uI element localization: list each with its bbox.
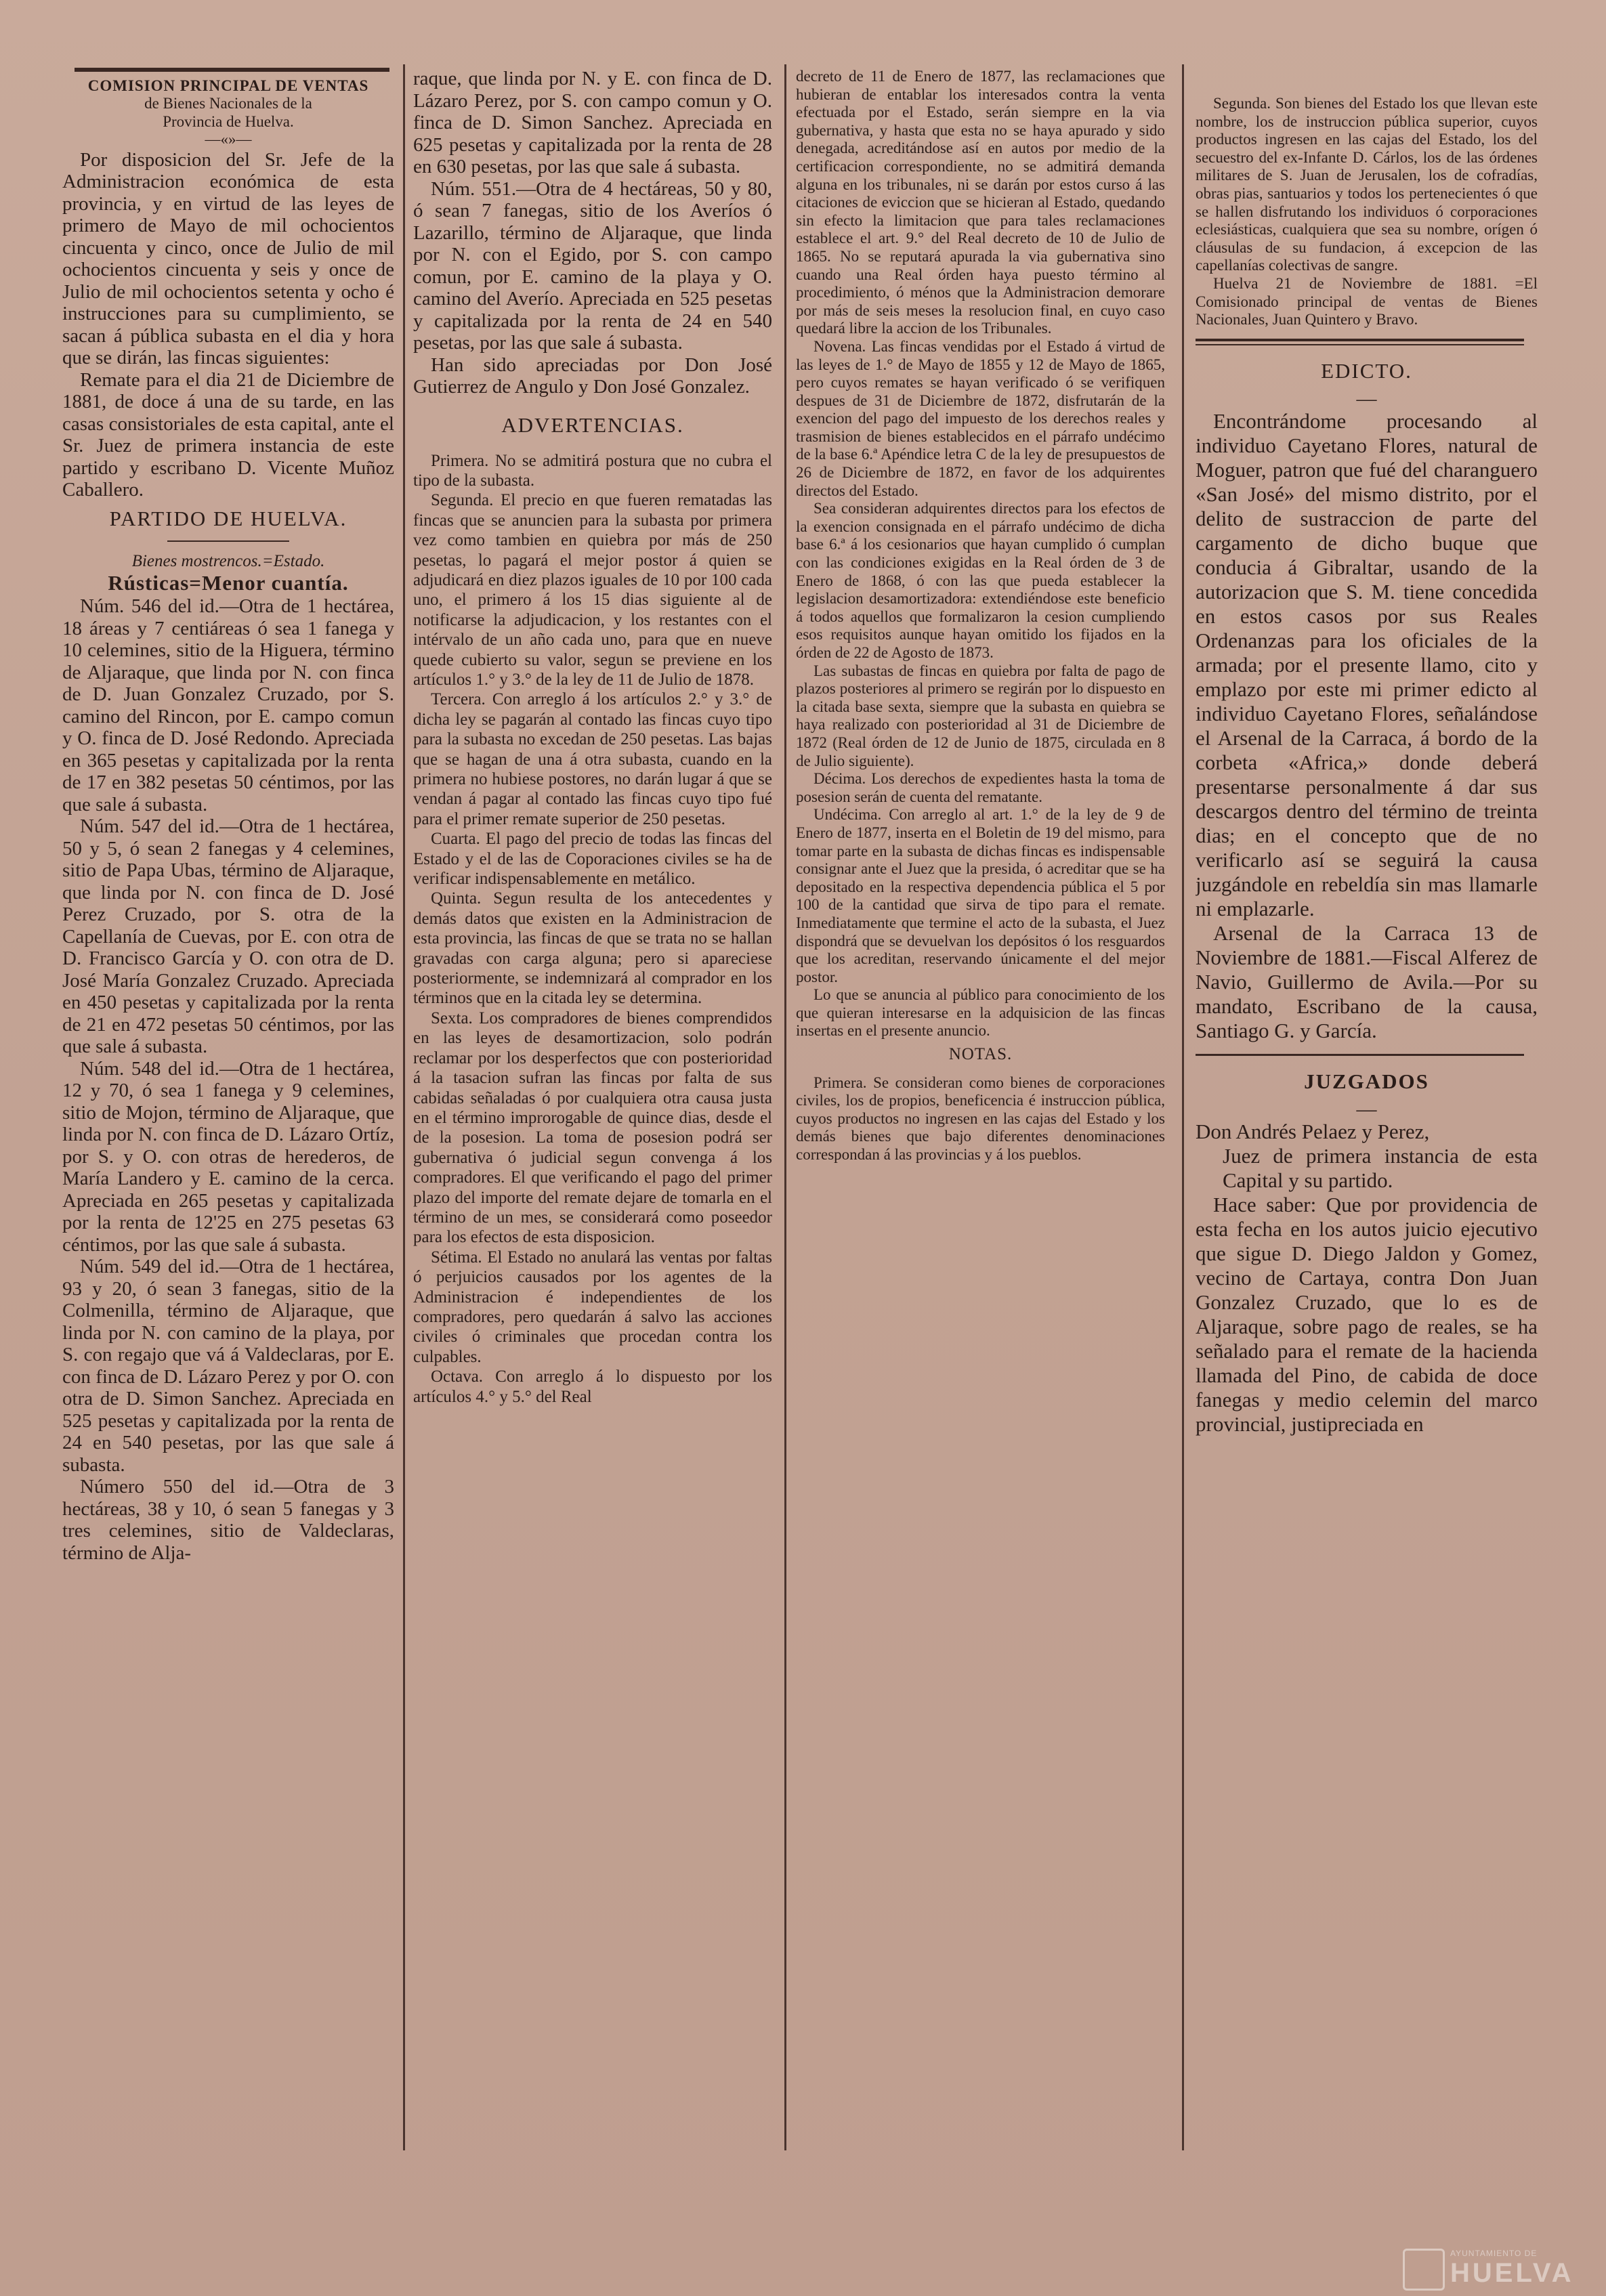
lot-549: Núm. 549 del id.—Otra de 1 hectárea, 93 y 20, ó sean 3 fanegas, sitio de la Colmenilla, término de Aljaraque, que linda por N. con camino de la playa, por S. con regajo que vá á Valdeclaras, por E. con finca de D. Lázaro Perez y por O. con otra de D. Simon Sanchez. Apreciada en 525 pesetas y capitalizada por la renta de 24 en 540 pesetas, por las que sale á subasta. [62,1256,394,1476]
advertencia-3: Tercera. Con arreglo á los artículos 2.° y 3.° de dicha ley se pagarán al contado las fincas cuyo tipo para la subasta no excedan de 250 pesetas. Las bajas que se hagan de una á otra subasta, cuando en la primera no hubiese postores, no darán lugar á que se vendan á pagar al contado las fincas cuyo tipo fué para el primer remate superior de 250 pesetas. [413,690,772,828]
bienes-subheading: Bienes mostrencos.=Estado. [131,551,325,570]
archive-watermark-logo [1403,2249,1579,2289]
column-rule-3 [1182,64,1184,2150]
column-4 [1196,68,1538,2161]
advertencia-8: Octava. Con arreglo á lo dispuesto por los artículos 4.° y 5.° del Real [413,1367,772,1406]
column-rule-2 [784,64,786,2150]
edicto-body: Encontrándome procesando al individuo Cayetano Flores, natural de Moguer, patron que fué del charanguero «San José» del mismo distrito, por el delito de sustraccion de parte del cargamento de dicho buque que conducia á Gibraltar, usando de la autorizacion que S. M. tiene concedida en estos casos por sus Reales Ordenanzas para los oficiales de la armada; por el presente llamo, cito y emplazo por este mi primer edicto al individuo Cayetano Flores, señalándose el Arsenal de la Carraca, á bordo de la corbeta «Africa,» donde deberá presentarse personalmente á dar sus descargos dentro del término de treinta dias; en el concepto que de no verificarlo así se seguirá la causa juzgándole en rebeldía sin mas llamarle ni emplazarle. [1196,408,1538,920]
advertencias-heading: ADVERTENCIAS. [501,412,684,437]
watermark-small-text: AYUNTAMIENTO DE [1450,2249,1538,2258]
auction-date-paragraph: Remate para el dia 21 de Diciembre de 1881, de doce á una de su tarde, en las casas consistoriales de esta capital, ante el Sr. Juez de primera instancia de este partido y escribano D. Vicente Muñoz Caballero. [62,368,394,501]
intro-paragraph: Por disposicion del Sr. Jefe de la Administracion económica de esta provincia, y en virtud de las leyes de primero de Mayo de mil ochocientos cincuenta y cinco, once de Julio de mil ochocientos cincuenta y seis y once de Julio de mil ochocientos setenta y ocho é instrucciones para su cumplimiento, se sacan á pública subasta en el dia y hora que se dirán, las fincas siguientes: [62,148,394,369]
watermark-big-text: HUELVA [1450,2258,1574,2288]
adquirentes-paragraph: Sea consideran adquirentes directos para los efectos de la exencion consignada en el párrafo undécimo de dicha base 6.ª á los cesionarios que hayan cumplido ó cumplan con las condiciones exigidas en la Real órden de 3 de Enero de 1868, ó con las que pueda establecer la legislacion desamortizadora: extendiéndose este beneficio á todos aquellos que formalizaron la cesion cumpliendo esos requisitos aunque hayan omitido los fijados en la órden de 22 de Agosto de 1873. [796,500,1165,661]
ornament-separator: —«»— [205,131,252,148]
lot-550: Número 550 del id.—Otra de 3 hectáreas, 38 y 10, ó sean 5 fanegas y 3 tres celemines, sitio de Valdeclaras, término de Alja- [62,1476,394,1564]
edicto-dash: — [1356,387,1377,410]
lot-550-continued: raque, que linda por N. y E. con finca de D. Lázaro Perez, por S. con campo comun y O. finca de D. Simon Sanchez. Apreciada en 625 pesetas y capitalizada por la renta de 28 en 630 pesetas, por las que sale á subasta. [413,68,772,177]
advertencia-8-continued: decreto de 11 de Enero de 1877, las reclamaciones que hubieran de entablar los interesados contra la venta efectuada por el Estado, serán siempre en la via gubernativa, y hasta que esta no se haya apurado y sido denegada, acreditándose así en autos por medio de la certificacion correspondiente, no se admitirá demanda alguna en los tribunales, ni se darán por estos curso á las citaciones de eviccion que se hicieran al Estado, quedando sin efecto la limitacion que para tales reclamaciones establece el art. 9.° del Real decreto de 10 de Julio de 1865. No se reputará apurada la via gubernativa sino cuando una Real órden haya puesto término al procedimiento, ó ménos que la Administracion demorare por más de seis meses la resolucion final, en cuyo caso quedará libre la accion de los Tribunales. [796,68,1165,337]
judge-name: Don Andrés Pelaez y Perez, [1196,1119,1430,1143]
nota-1: Primera. Se consideran como bienes de corporaciones civiles, los de propios, beneficencia é instruccion pública, cuyos productos no ingresen en las cajas del Estado y los demás bienes que bajo diferentes denominaciones correspondan á las provincias y á los pueblos. [796,1073,1165,1163]
section-rule-2 [1196,1054,1524,1056]
crest-icon [1403,2249,1445,2291]
subastas-quiebra-paragraph: Las subastas de fincas en quiebra por falta de pago de plazos posteriores al primero se regirán por lo dispuesto en la citada base sexta, siempre que la subasta en quiebra se haya realizado con posterioridad al 31 de Diciembre de 1872 (Real órden de 12 de Junio de 1875, circulada en 8 de Julio siguiente). [796,662,1165,769]
advertencia-1: Primera. No se admitirá postura que no cubra el tipo de la subasta. [413,451,772,490]
lot-547: Núm. 547 del id.—Otra de 1 hectárea, 50 y 5, ó sean 2 fanegas y 4 celemines, sitio de Papa Ubas, término de Aljaraque, que linda por N. con finca de D. José Perez Cruzado, por S. otra de la Capellanía de Cuevas, por E. con otra de D. Francisco García y O. con otra de D. José María Gonzalez Cruzado. Apreciada en 450 pesetas y capitalizada por la renta de 21 en 472 pesetas 50 céntimos, por las que sale á subasta. [62,815,394,1058]
advertencia-4: Cuarta. El pago del precio de todas las fincas del Estado y el de las de Coporaciones civiles se ha de verificar indispensablemente en metálico. [413,830,772,889]
advertencia-9: Novena. Las fincas vendidas por el Estado á virtud de las leyes de 1.° de Mayo de 1855 y 12 de Mayo de 1865, pero cuyos remates se hayan verificado ó se verifiquen despues de 31 de Diciembre de 1872, disfrutarán de la exencion del pago del impuesto de los derechos reales y trasmision de bienes establecidos en el párrafo undécimo de la base 6.ª Apéndice letra C de la ley de presupuestos de 26 de Diciembre de 1872, en favor de los adquirentes directos del Estado. [796,337,1165,499]
judicial-notice: Hace saber: Que por providencia de esta fecha en los autos juicio ejecutivo que sigue D. Diego Jaldon y Gomez, vecino de Cartaya, contra Don Juan Gonzalez Cruzado, que lo es de Aljaraque, sobre pago de reales, se ha señalado para el remate de la hacienda llamada del Pino, de cabida de doce fanegas y medio celemin del marco provincial, justipreciada en [1196,1192,1538,1436]
advertencia-2: Segunda. El precio en que fueren rematadas las fincas que se anuncien para la subasta por primera vez como tambien en quiebra por más de 250 pesetas, lo pagará el mejor postor á quien se adjudicará en diez plazos iguales de 10 por 100 cada uno, el primero á los 15 dias siguiente al de notificarse la adjudicacion, y los restantes con el intérvalo de un año cada uno, para que en nueve quede cubierto su valor, segun se previene en los artículos 1.° y 3.° de la ley de 11 de Julio de 1878. [413,491,772,689]
appraisers-paragraph: Han sido apreciadas por Don José Gutierrez de Angulo y Don José Gonzalez. [413,354,772,398]
commission-subheading: de Bienes Nacionales de la [144,95,312,112]
edicto-signature: Arsenal de la Carraca 13 de Noviembre de 1881.—Fiscal Alferez de Navio, Guillermo de Avila.—Por su mandato, Escribano de la causa, Santiago G. y García. [1196,920,1538,1042]
column-2 [413,68,772,2161]
lot-551: Núm. 551.—Otra de 4 hectáreas, 50 y 80, ó sean 7 fanegas, sitio de los Averíos ó Lazarillo, término de Aljaraque, que linda por N. con el Egido, por S. con campo comun, por E. camino de la playa y O. camino del Averío. Apreciada en 525 pesetas y capitalizada por la renta de 24 en 540 pesetas, por las que sale á subasta. [413,177,772,354]
nota-2: Segunda. Son bienes del Estado los que llevan este nombre, los de instruccion pública superior, cuyos productos ingresen en las cajas del Estado, los del secuestro del ex-Infante D. Cárlos, los de las órdenes militares de S. Juan de Jerusalen, los de cofradías, obras pias, santuarios y todos los pertenecientes ó que se hallen disfrutando los individuos ó corporaciones eclesiásticas, cualquiera que sea su nombre, orígen ó cláusulas de su fundacion, á excepcion de las capellanías colectivas de sangre. [1196,95,1538,274]
advertencia-10: Décima. Los derechos de expedientes hasta la toma de posesion serán de cuenta del rematante. [796,770,1165,805]
lot-548: Núm. 548 del id.—Otra de 1 hectárea, 12 y 70, ó sea 1 fanega y 9 celemines, sitio de Mojon, término de Aljaraque, que linda por N. con finca de D. Lázaro Ortíz, por S. y O. con otras de herederos, de María Landero y E. camino de la cerca. Apreciada en 265 pesetas y capitalizada por la renta de 12'25 en 275 pesetas 63 céntimos, por las que sale á subasta. [62,1057,394,1256]
juzgados-heading: JUZGADOS [1304,1069,1429,1093]
rusticas-heading: Rústicas=Menor cuantía. [108,571,349,595]
double-rule-thin [1196,344,1524,345]
commission-province: Provincia de Huelva. [163,112,294,130]
edicto-heading: EDICTO. [1321,358,1412,383]
advertencia-6: Sexta. Los compradores de bienes comprendidos en las leyes de desamortizacion, solo podrán reclamar por los desperfectos que con posterioridad á la tasacion sufran las fincas por falta de sus cabidas señaladas ó por cualquiera otra causa justa en el término improrogable de quince dias, desde el de la posesion. La toma de posesion podrá ser gubernativa ó judicial segun convenga á los compradores. El que verificando el pago del primer plazo del importe del remate dejare de tomarla en el término de un mes, se considerará como poseedor para los efectos de esta disposicion. [413,1008,772,1247]
notas-heading: NOTAS. [948,1045,1013,1064]
commission-heading: COMISION PRINCIPAL DE VENTAS [87,77,369,94]
double-rule [1196,339,1524,341]
lot-546: Núm. 546 del id.—Otra de 1 hectárea, 18 áreas y 7 centiáreas ó sea 1 fanega y 10 celemines, sitio de la Higuera, término de Aljaraque, que linda por N. con finca de D. Juan Gonzalez Cruzado, por S. camino del Rincon, por E. campo comun y O. finca de D. José Redondo. Apreciada en 365 pesetas y capitalizada por la renta de 17 en 382 pesetas 50 céntimos, por las que sale á subasta. [62,595,394,815]
partido-heading: PARTIDO DE HUELVA. [109,506,347,530]
advertencia-5: Quinta. Segun resulta de los antecedentes y demás datos que existen en la Administracion de esta provincia, las fincas de que se trata no se hallan gravadas con carga alguna; pero si apareciese posteriormente, se indemnizará al comprador en los términos que en la citada ley se determina. [413,889,772,1008]
judge-title: Juez de primera instancia de esta Capital y su partido. [1223,1143,1538,1192]
announcement-paragraph: Lo que se anuncia al público para conocimiento de los que quieran interesarse en la adquisicion de las fincas insertas en el presente anuncio. [796,986,1165,1040]
column-3 [796,68,1165,2161]
juzgados-dash: — [1356,1097,1377,1120]
column-rule-1 [403,64,405,2150]
section-rule [167,540,289,542]
advertencia-11: Undécima. Con arreglo al art. 1.° de la ley de 9 de Enero de 1877, inserta en el Boletin de 19 del mismo, para tomar parte en la subasta de dichas fincas es indispensable consignar ante el Juez que la presida, ó acreditar que se ha depositado en la respectiva dependencia pública el 5 por 100 de la cantidad que sirva de tipo para el remate. Inmediatamente que termine el acto de la subasta, el Juez dispondrá que se devuelvan los depósitos ó los resguardos que los acreditan, reservando únicamente el del mejor postor. [796,806,1165,985]
column-1 [62,68,394,2161]
commission-signature: Huelva 21 de Noviembre de 1881. =El Comisionado principal de ventas de Bienes Nacionales, Juan Quintero y Bravo. [1196,274,1538,328]
advertencia-7: Sétima. El Estado no anulará las ventas por faltas ó perjuicios causados por los agentes de la Administracion é independientes de los compradores, pero quedarán á salvo las acciones civiles ó criminales que procedan contra los culpables. [413,1248,772,1366]
